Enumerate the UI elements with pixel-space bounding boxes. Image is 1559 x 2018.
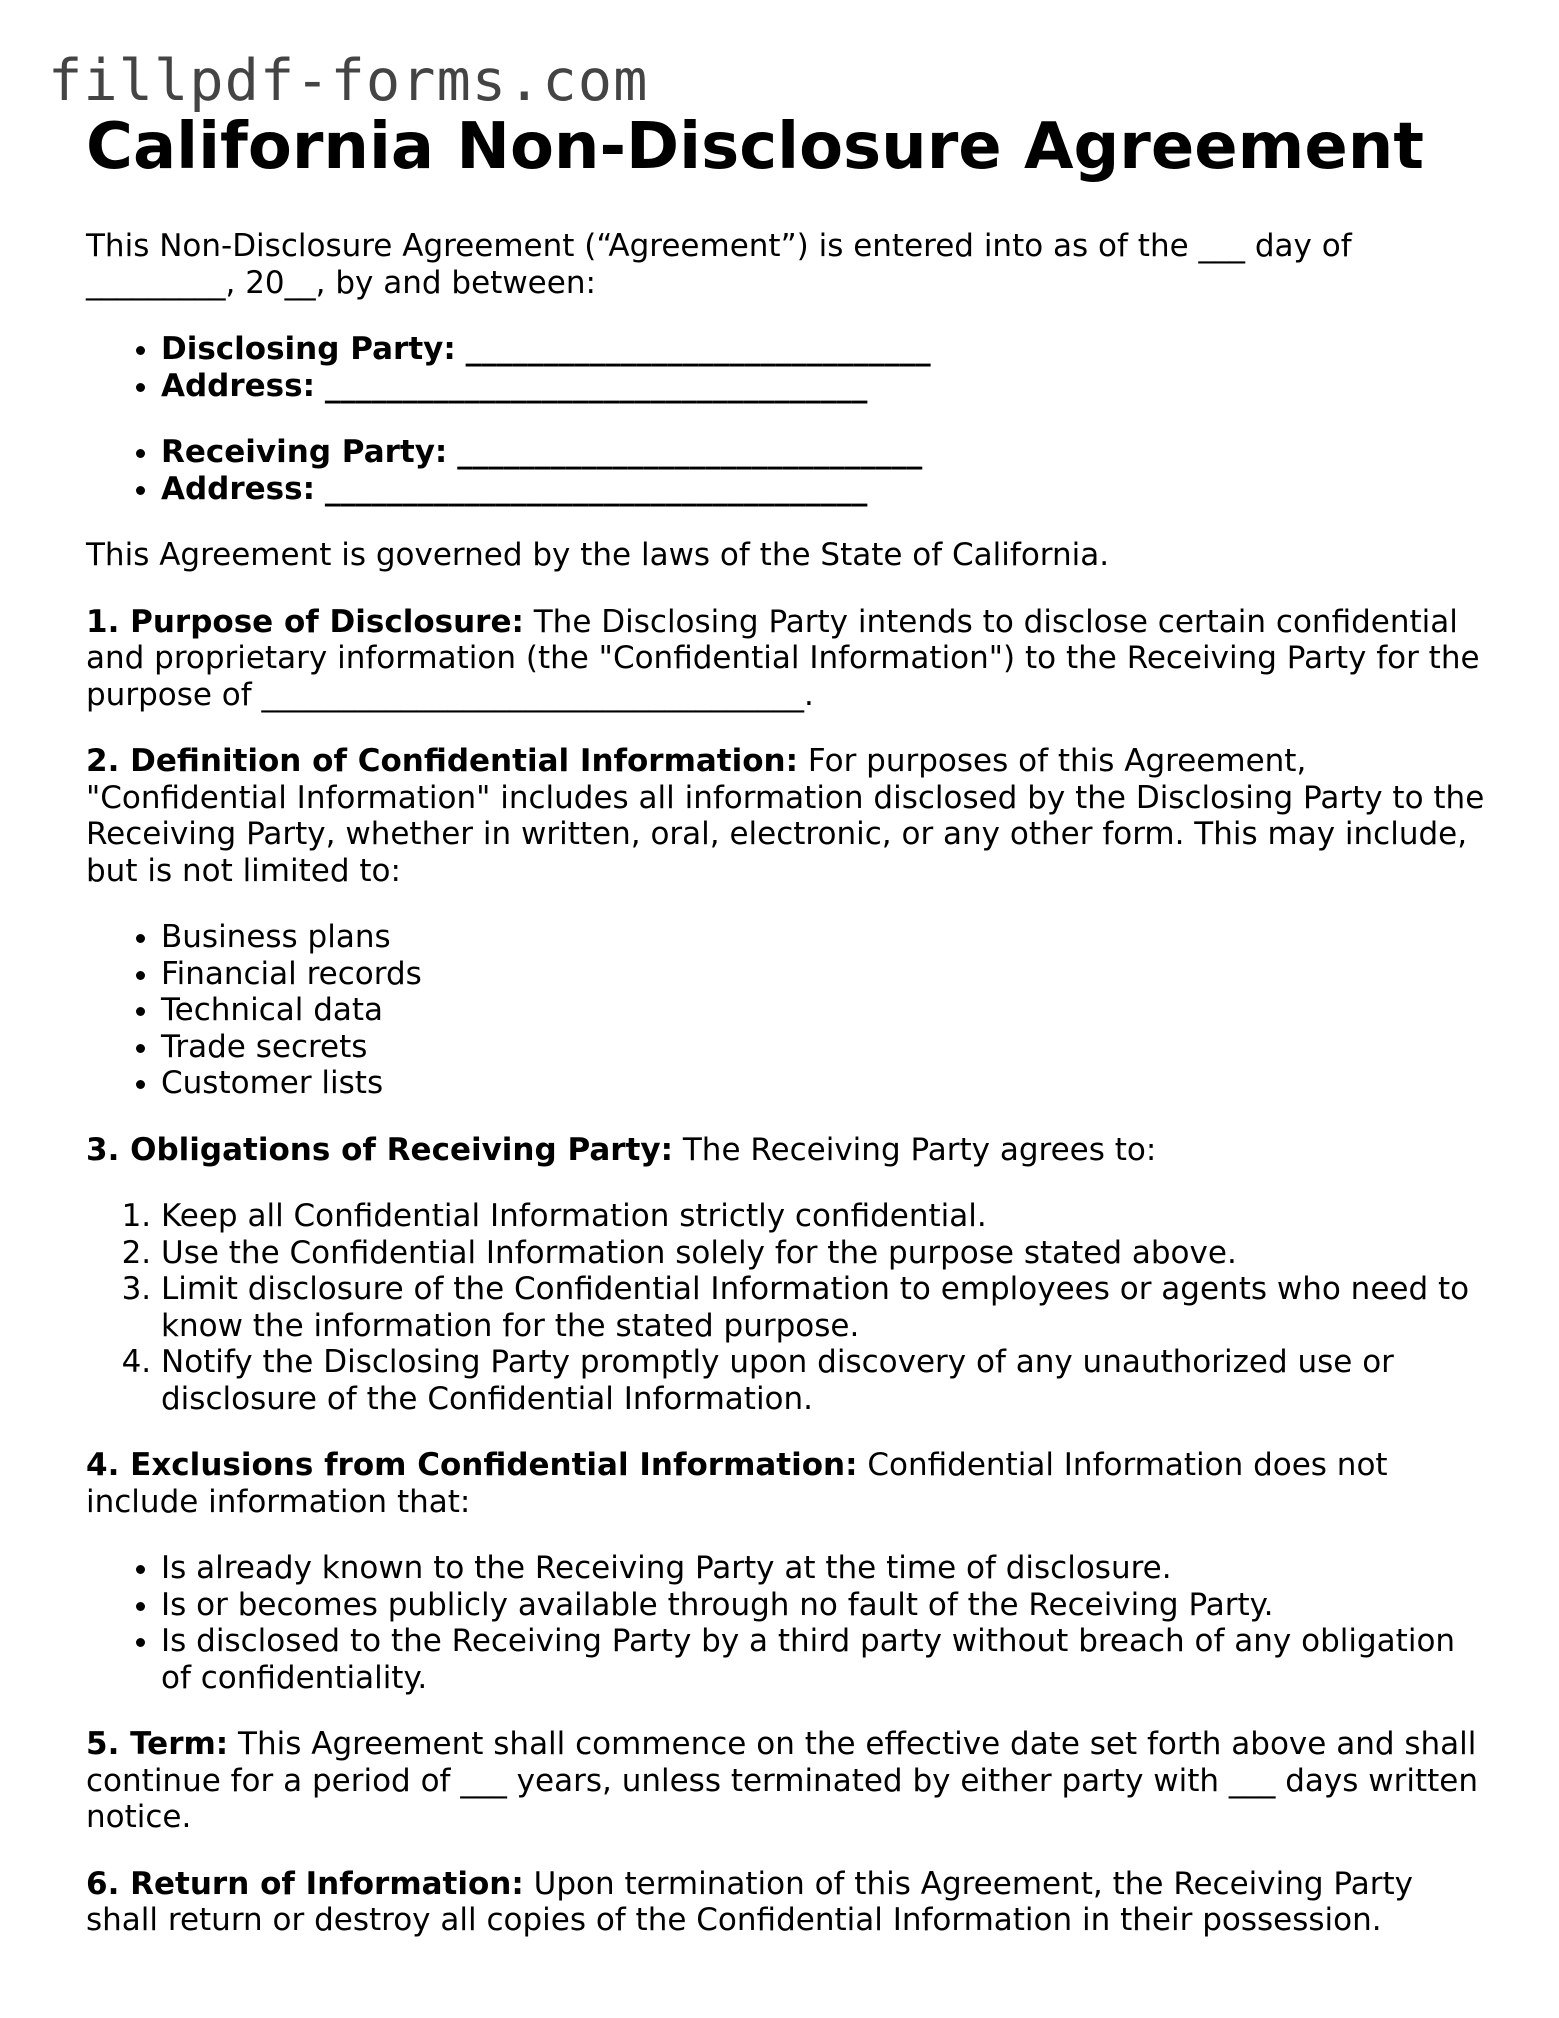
- section-4-paragraph: [86, 1447, 1486, 1520]
- receiving-party-list: [86, 434, 1486, 507]
- watermark-text: fillpdf-forms.com: [48, 48, 649, 114]
- section-5-paragraph: [86, 1726, 1486, 1836]
- section-3-paragraph: [86, 1132, 1486, 1169]
- list-item: • Customer lists: [161, 1065, 1486, 1102]
- section-2-text: For purposes of this Agreement, "Confidential Information" includes all information disclosed by the Disclosing Party to the Receiving Party, whether in written, oral, electronic, or any other form. This may include, but is not limited to:: [86, 743, 1485, 889]
- list-item: 2. Use the Confidential Information solely for the purpose stated above.: [161, 1235, 1486, 1272]
- section-1-paragraph: [86, 604, 1486, 714]
- intro-paragraph: [86, 228, 1486, 301]
- governing-law-paragraph: This Agreement is governed by the laws of the State of California.: [86, 537, 1110, 573]
- disclosing-party-list: [86, 331, 1486, 404]
- list-item: [161, 368, 1486, 405]
- document-title: California Non-Disclosure Agreement: [86, 110, 1424, 184]
- intro-line-1: This Non-Disclosure Agreement (“Agreement”) is entered into as of the ___ day of: [86, 228, 1352, 264]
- section-3-list: [86, 1198, 1486, 1417]
- list-item: • Trade secrets: [161, 1029, 1486, 1066]
- list-item: [161, 434, 1486, 471]
- section-2-list: [86, 919, 1486, 1102]
- list-item: [161, 331, 1486, 368]
- section-4-list: [86, 1550, 1486, 1696]
- section-4-heading: 4. Exclusions from Confidential Information:: [86, 1447, 858, 1483]
- disclosing-address-label: Address:: [161, 367, 315, 404]
- section-4-text: Confidential Information does not include information that:: [86, 1447, 1388, 1520]
- document-body: [86, 110, 1486, 1969]
- disclosing-party-blank: ______________________________: [465, 331, 931, 367]
- section-5-heading: 5. Term:: [86, 1726, 229, 1762]
- list-item: [161, 471, 1486, 508]
- section-2-heading: 2. Definition of Confidential Information:: [86, 743, 799, 779]
- list-item: 4. Notify the Disclosing Party promptly upon discovery of any unauthorized use or disclosure of the Confidential Information.: [161, 1344, 1486, 1417]
- disclosing-party-label: Disclosing Party:: [161, 331, 456, 367]
- list-item: • Technical data: [161, 992, 1486, 1029]
- section-6-text: Upon termination of this Agreement, the Receiving Party shall return or destroy all copies of the Confidential Information in their possession.: [86, 1865, 1413, 1938]
- section-1-heading: 1. Purpose of Disclosure:: [86, 603, 524, 640]
- section-3-heading: 3. Obligations of Receiving Party:: [86, 1131, 674, 1168]
- list-item: • Is disclosed to the Receiving Party by a third party without breach of any obligation of confidentiality.: [161, 1623, 1486, 1696]
- list-item: • Is already known to the Receiving Party at the time of disclosure.: [161, 1550, 1486, 1587]
- receiving-party-label: Receiving Party:: [161, 434, 448, 470]
- section-6-paragraph: [86, 1866, 1486, 1939]
- list-item: 1. Keep all Confidential Information strictly confidential.: [161, 1198, 1486, 1235]
- list-item: • Is or becomes publicly available through no fault of the Receiving Party.: [161, 1587, 1486, 1624]
- section-5-text: This Agreement shall commence on the effective date set forth above and shall continue for a period of ___ years, unless terminated by either party with ___ days written notice.: [86, 1726, 1479, 1835]
- list-item: • Financial records: [161, 956, 1486, 993]
- receiving-party-blank: ______________________________: [457, 434, 923, 470]
- intro-line-2: _________, 20__, by and between:: [86, 264, 596, 301]
- section-6-heading: 6. Return of Information:: [86, 1865, 524, 1902]
- receiving-address-blank: ___________________________________: [324, 470, 868, 507]
- section-1-text: The Disclosing Party intends to disclose certain confidential and proprietary information (the "Confidential Information") to the Receiving Party for the purpose of ___________________________________.: [86, 603, 1480, 713]
- receiving-address-label: Address:: [161, 470, 315, 507]
- section-3-text: The Receiving Party agrees to:: [682, 1131, 1157, 1168]
- list-item: • Business plans: [161, 919, 1486, 956]
- disclosing-address-blank: ___________________________________: [324, 367, 868, 404]
- section-2-paragraph: [86, 743, 1486, 889]
- list-item: 3. Limit disclosure of the Confidential Information to employees or agents who need to know the information for the stated purpose.: [161, 1271, 1486, 1344]
